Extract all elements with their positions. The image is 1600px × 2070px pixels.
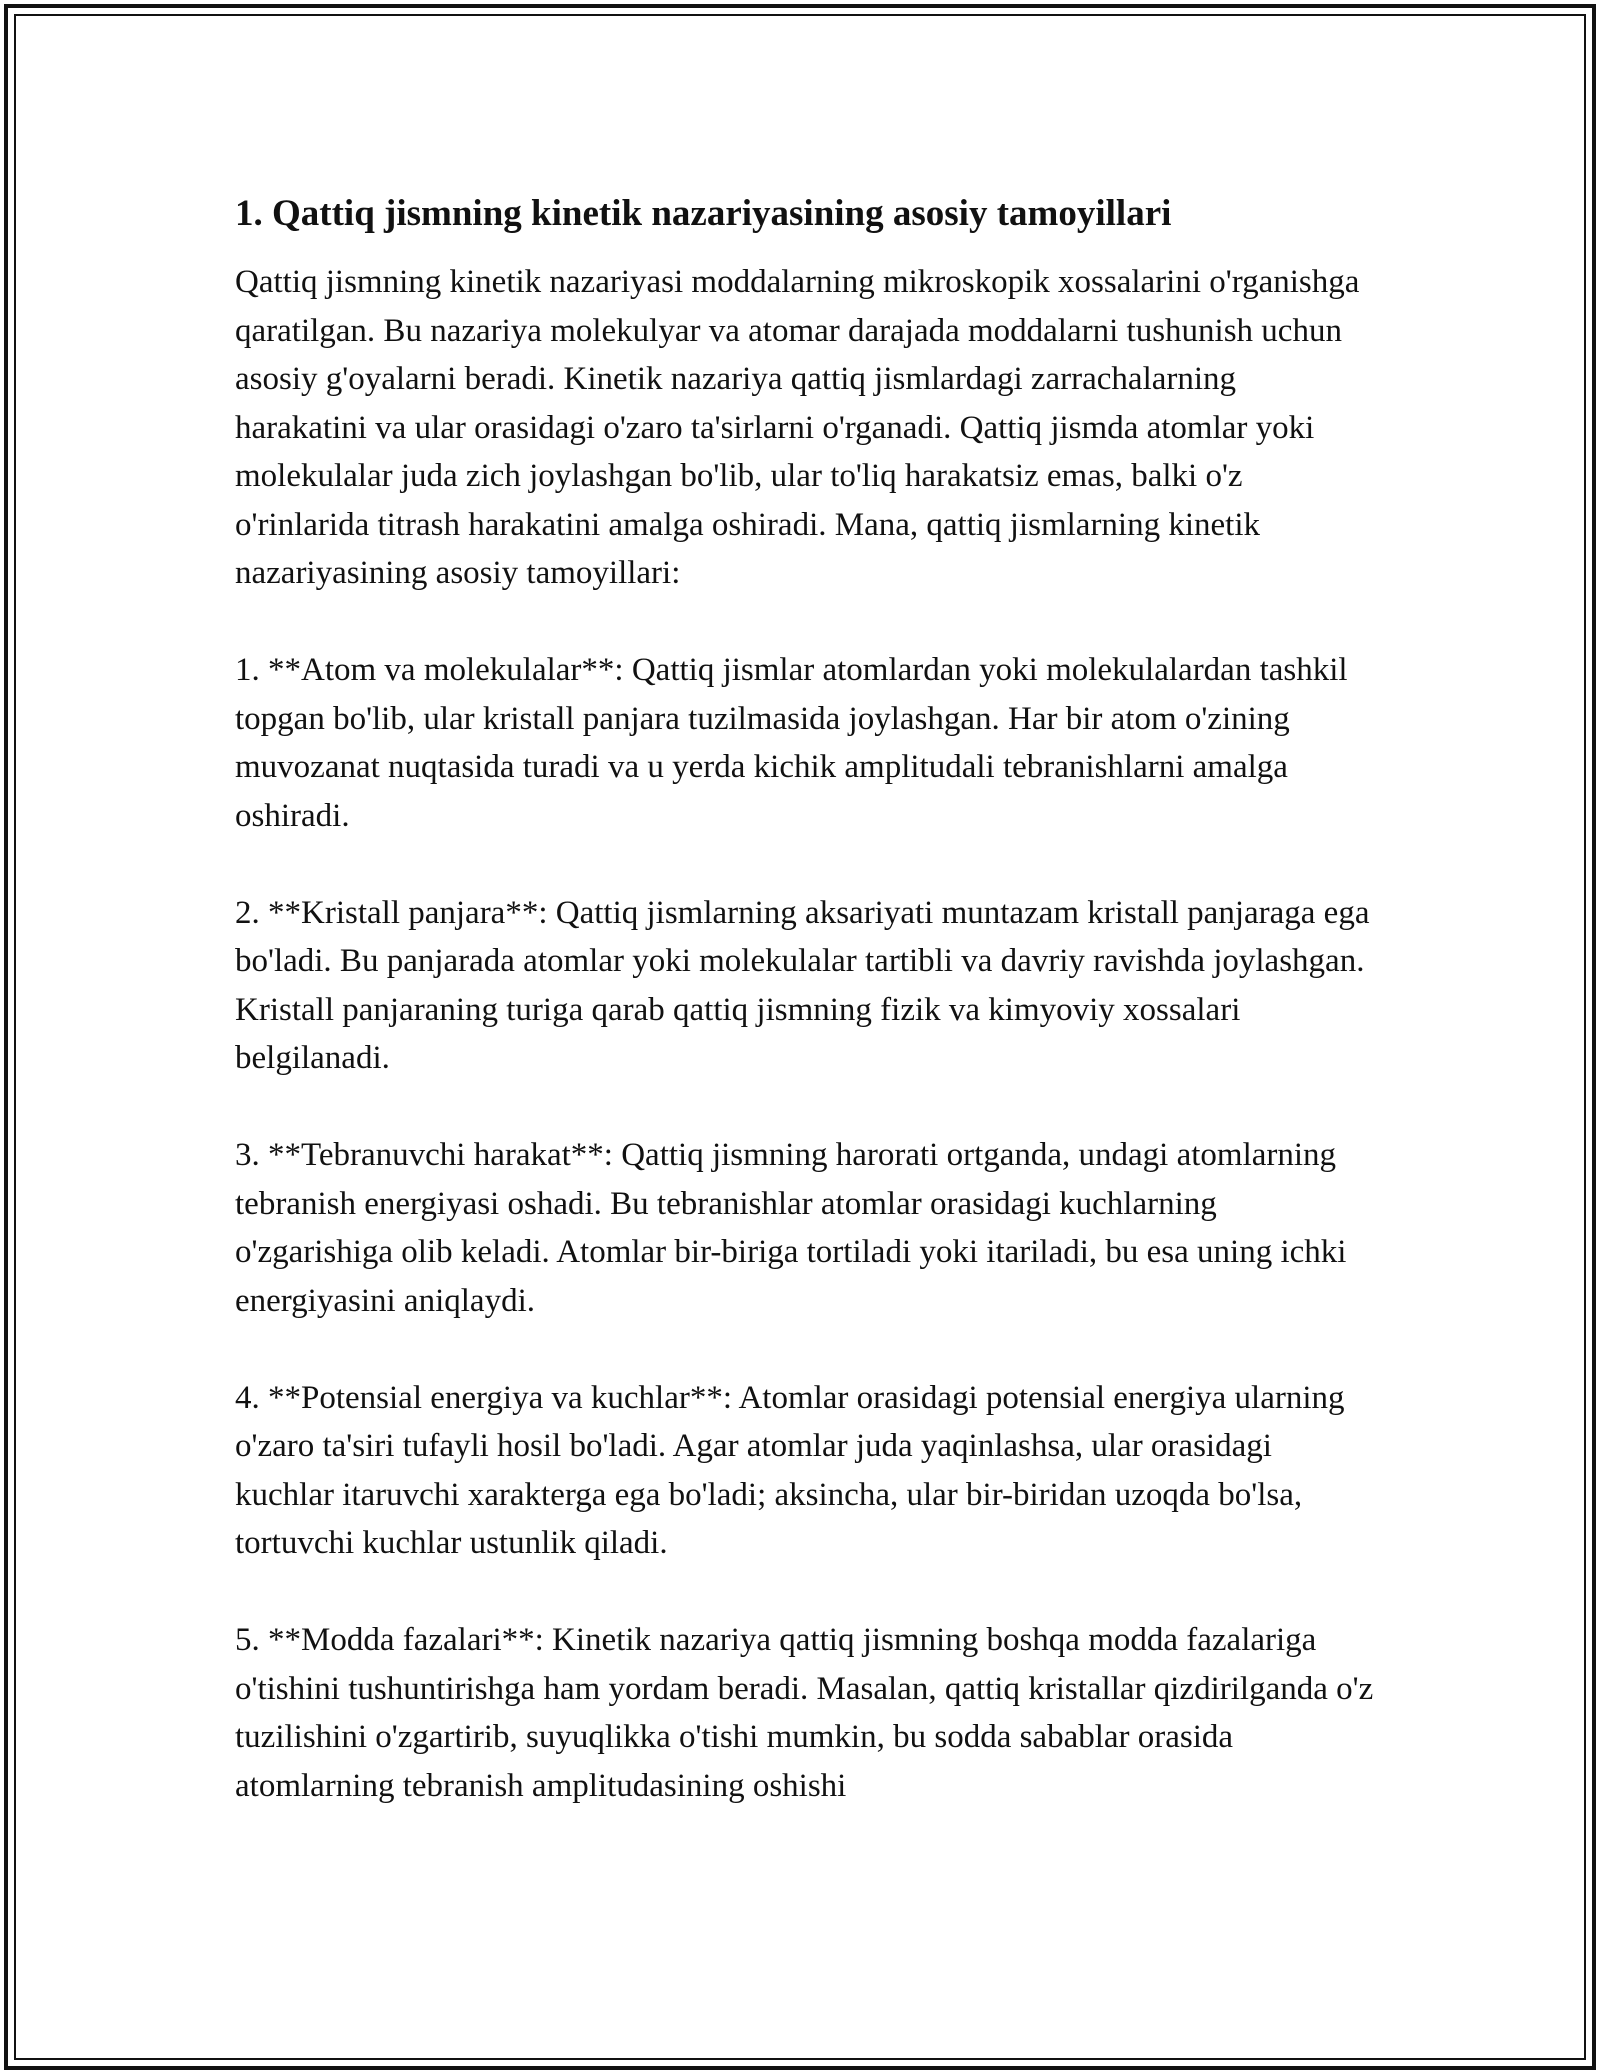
principle-matter-phases: 5. **Modda fazalari**: Kinetik nazariya qattiq jismning boshqa modda fazalariga o'tishini tushuntirishga ham yordam beradi. Masalan, qattiq kristallar qizdirilganda o'z tuzilishini o'zgartirib, suyuqlikka o'tishi mumkin, bu sodda sabablar orasida atomlarning tebranish amplitudasining oshishi (235, 1622, 1374, 1804)
section-heading: 1. Qattiq jismning kinetik nazariyasining asosiy tamoyillari (235, 193, 1172, 234)
principle-potential-energy: 4. **Potensial energiya va kuchlar**: Atomlar orasidagi potensial energiya ularning o'zaro ta'siri tufayli hosil bo'ladi. Agar atomlar juda yaqinlashsa, ular orasidagi kuchlar itaruvchi xarakterga ega bo'ladi; aksincha, ular bir-biridan uzoqda bo'lsa, tortuvchi kuchlar ustunlik qiladi. (235, 1379, 1345, 1561)
principle-crystal-lattice: 2. **Kristall panjara**: Qattiq jismlarning aksariyati muntazam kristall panjaraga ega bo'ladi. Bu panjarada atomlar yoki molekulalar tartibli va davriy ravishda joylashgan. Kristall panjaraning turiga qarab qattiq jismning fizik va kimyoviy xossalari belgilanadi. (235, 894, 1370, 1076)
principle-atoms-molecules: 1. **Atom va molekulalar**: Qattiq jismlar atomlardan yoki molekulalardan tashkil topgan bo'lib, ular kristall panjara tuzilmasida joylashgan. Har bir atom o'zining muvozanat nuqtasida turadi va u yerda kichik amplitudali tebranishlarni amalga oshiradi. (235, 652, 1348, 834)
document-body (235, 190, 1375, 1810)
intro-paragraph: Qattiq jismning kinetik nazariyasi moddalarning mikroskopik xossalarini o'rganishga qaratilgan. Bu nazariya molekulyar va atomar darajada moddalarni tushunish uchun asosiy g'oyalarni beradi. Kinetik nazariya qattiq jismlardagi zarrachalarning harakatini va ular orasidagi o'zaro ta'sirlarni o'rganadi. Qattiq jismda atomlar yoki molekulalar juda zich joylashgan bo'lib, ular to'liq harakatsiz emas, balki o'z o'rinlarida titrash harakatini amalga oshiradi. Mana, qattiq jismlarning kinetik nazariyasining asosiy tamoyillari: (235, 264, 1360, 591)
principle-vibrational-motion: 3. **Tebranuvchi harakat**: Qattiq jismning harorati ortganda, undagi atomlarning tebranish energiyasi oshadi. Bu tebranishlar atomlar orasidagi kuchlarning o'zgarishiga olib keladi. Atomlar bir-biriga tortiladi yoki itariladi, bu esa uning ichki energiyasini aniqlaydi. (235, 1137, 1347, 1319)
